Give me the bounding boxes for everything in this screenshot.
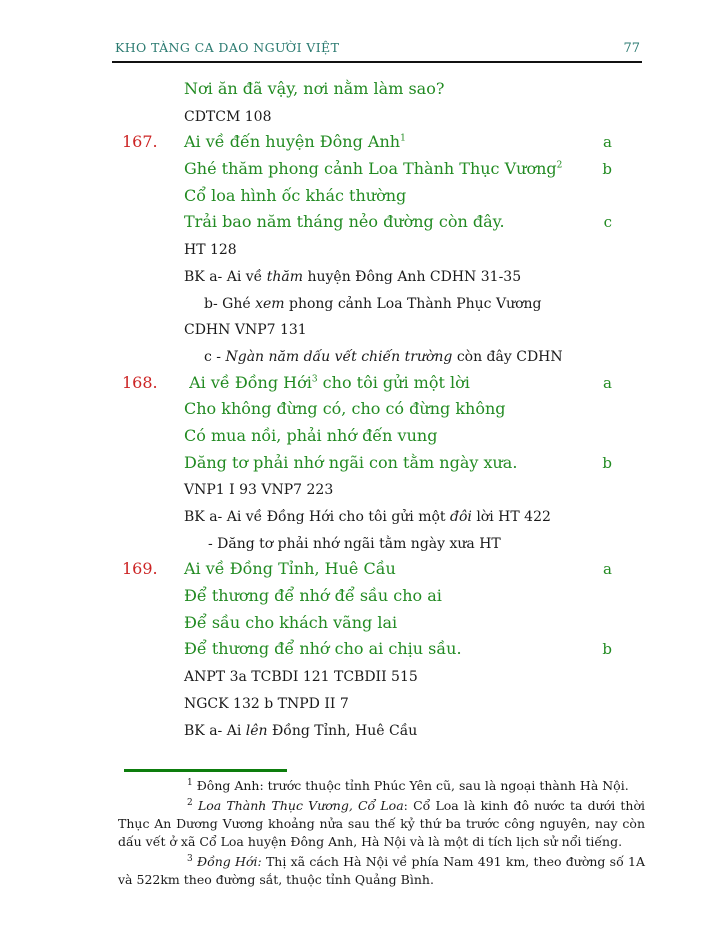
- verse-letter-label: c: [603, 213, 612, 232]
- text-segment: Dăng tơ phải nhớ ngãi con tằm ngày xưa.: [184, 452, 518, 472]
- footnote: [118, 797, 645, 851]
- page-number: 77: [623, 41, 640, 56]
- verse-letter-label: a: [603, 560, 612, 579]
- text-segment: Có mua nồi, phải nhớ đến vung: [184, 425, 438, 445]
- text-segment: phong cảnh Loa Thành Phục Vương: [284, 295, 542, 312]
- text-segment: Nơi ăn đã vậy, nơi nằm làm sao?: [184, 79, 445, 98]
- footnote-separator: [124, 769, 287, 772]
- text-segment: lời HT 422: [471, 509, 551, 525]
- reference-line: [122, 103, 640, 130]
- text-segment: thăm: [266, 268, 304, 285]
- verse-letter-label: b: [602, 640, 612, 659]
- verse-line: [122, 156, 640, 183]
- numbered-verse-line: [122, 556, 640, 583]
- reference-text: [184, 504, 551, 531]
- text-segment: CDTCM 108: [184, 108, 272, 125]
- text-segment: VNP1 I 93 VNP7 223: [184, 482, 334, 499]
- footnote-marker: 1: [400, 134, 406, 145]
- verse-text: [184, 76, 444, 103]
- verse-letter-label: a: [603, 373, 612, 392]
- reference-line: [122, 663, 640, 690]
- reference-line: [122, 503, 640, 530]
- text-segment: Ai về Đồng Hới: [184, 372, 312, 392]
- text-segment: Ai về Đồng Tỉnh, Huê Cầu: [184, 559, 396, 579]
- text-segment: BK a- Ai về Đồng Hới cho tôi gửi một: [184, 509, 450, 525]
- verse-text: [184, 423, 437, 450]
- footnote: [118, 777, 645, 795]
- numbered-verse-line: [122, 370, 640, 397]
- reference-text: [204, 344, 563, 371]
- reference-line: [122, 316, 640, 343]
- text-segment: Ai về đến huyện Đông Anh: [184, 132, 401, 152]
- verse-line: [122, 209, 640, 236]
- reference-line: [122, 236, 640, 263]
- item-number: 169.: [122, 559, 158, 579]
- footnote-marker: 3: [187, 853, 193, 864]
- verse-line: [122, 396, 640, 423]
- reference-line: [122, 717, 640, 744]
- reference-line: [122, 343, 640, 370]
- reference-text: [184, 264, 521, 291]
- verse-text: [184, 610, 397, 637]
- text-segment: Loa Thành Thục Vương, Cổ Loa: [197, 798, 404, 813]
- item-number: 168.: [122, 372, 158, 392]
- verse-text: [184, 156, 562, 183]
- text-segment: b- Ghé: [204, 295, 256, 312]
- page-header: [115, 40, 640, 56]
- footnote: [118, 853, 645, 889]
- text-segment: huyện Đông Anh CDHN 31-35: [303, 268, 522, 285]
- verse-letter-label: a: [603, 133, 612, 152]
- reference-text: [184, 477, 333, 504]
- running-title: KHO TÀNG CA DAO NGƯỜI VIỆT: [115, 40, 340, 55]
- footnotes-block: [118, 777, 645, 891]
- reference-text: [184, 718, 417, 745]
- verse-text: [184, 396, 506, 423]
- reference-text: [184, 237, 237, 264]
- text-segment: Để sầu cho khách vãng lai: [184, 612, 398, 632]
- reference-text: [204, 291, 542, 318]
- numbered-verse-line: [122, 129, 640, 156]
- verse-line: [122, 583, 640, 610]
- footnote-marker: 2: [556, 160, 563, 171]
- text-segment: - Dăng tơ phải nhớ ngãi tằm ngày xưa HT: [208, 535, 501, 552]
- reference-text: [184, 317, 307, 344]
- reference-line: [122, 263, 640, 290]
- reference-text: [184, 664, 418, 691]
- reference-line: [122, 530, 640, 557]
- text-segment: đôi: [450, 509, 472, 525]
- text-segment: xem: [255, 295, 285, 312]
- item-number: 167.: [122, 132, 158, 152]
- text-segment: Ghé thăm phong cảnh Loa Thành Thục Vương: [184, 159, 557, 179]
- text-segment: Ngàn năm dấu vết chiến trường: [225, 348, 453, 365]
- verse-line: [122, 450, 640, 477]
- text-segment: Để thương để nhớ để sầu cho ai: [184, 586, 442, 606]
- reference-line: [122, 690, 640, 717]
- text-segment: Cho không đừng có, cho có đừng không: [184, 399, 506, 419]
- verse-text: [184, 636, 462, 663]
- footnote-marker: 3: [311, 374, 318, 385]
- text-segment: cho tôi gửi một lời: [317, 372, 470, 392]
- verse-line: [122, 183, 640, 210]
- verse-line: [122, 610, 640, 637]
- text-segment: Trải bao năm tháng nẻo đường còn đây.: [184, 212, 505, 232]
- text-segment: Đồng Tỉnh, Huê Cầu: [267, 722, 418, 739]
- verse-line: [122, 636, 640, 663]
- reference-line: [122, 290, 640, 317]
- verse-text: [184, 370, 470, 397]
- verse-letter-label: b: [602, 453, 612, 472]
- text-segment: CDHN VNP7 131: [184, 322, 307, 339]
- reference-line: [122, 476, 640, 503]
- verse-text: [184, 209, 505, 236]
- text-segment: NGCK 132 b TNPD II 7: [184, 695, 349, 712]
- verse-letter-label: b: [602, 160, 612, 179]
- footnote-marker: 1: [187, 777, 193, 788]
- text-segment: còn đây CDHN: [452, 348, 563, 365]
- text-segment: HT 128: [184, 242, 237, 259]
- text-segment: ANPT 3a TCBDI 121 TCBDII 515: [184, 669, 418, 686]
- verse-text: [184, 556, 396, 583]
- verse-line: [122, 76, 640, 103]
- text-segment: c -: [204, 348, 226, 365]
- text-segment: Để thương để nhớ cho ai chịu sầu.: [184, 639, 462, 659]
- verse-text: [184, 450, 517, 477]
- reference-text: [208, 531, 501, 558]
- text-segment: BK a- Ai về: [184, 268, 267, 285]
- verse-line: [122, 423, 640, 450]
- footnote-marker: 2: [187, 797, 193, 808]
- text-segment: : Cổ Loa là kinh đô nước ta dưới thời Thục An Dương Vương khoảng nửa sau thế kỷ thứ ba trước công nguyên, nay còn dấu vết ở xã Cổ Loa huyện Đông Anh, Hà Nội và là một di tích lịch sử nổi tiếng.: [118, 798, 646, 849]
- text-segment: lên: [245, 722, 268, 739]
- text-segment: Đồng Hới:: [197, 854, 262, 869]
- verse-content: [122, 76, 640, 743]
- header-rule: [112, 61, 642, 63]
- text-segment: BK a- Ai: [184, 722, 246, 739]
- text-segment: Đông Anh: trước thuộc tỉnh Phúc Yên cũ, sau là ngoại thành Hà Nội.: [192, 778, 629, 793]
- text-segment: Cổ loa hình ốc khác thường: [184, 185, 407, 205]
- text-segment: Thị xã cách Hà Nội về phía Nam 491 km, theo đường số 1A và 522km theo đường sắt, thuộc tỉnh Quảng Bình.: [118, 854, 645, 887]
- reference-text: [184, 104, 272, 131]
- reference-text: [184, 691, 349, 718]
- verse-text: [184, 129, 406, 156]
- verse-text: [184, 183, 406, 210]
- verse-text: [184, 583, 442, 610]
